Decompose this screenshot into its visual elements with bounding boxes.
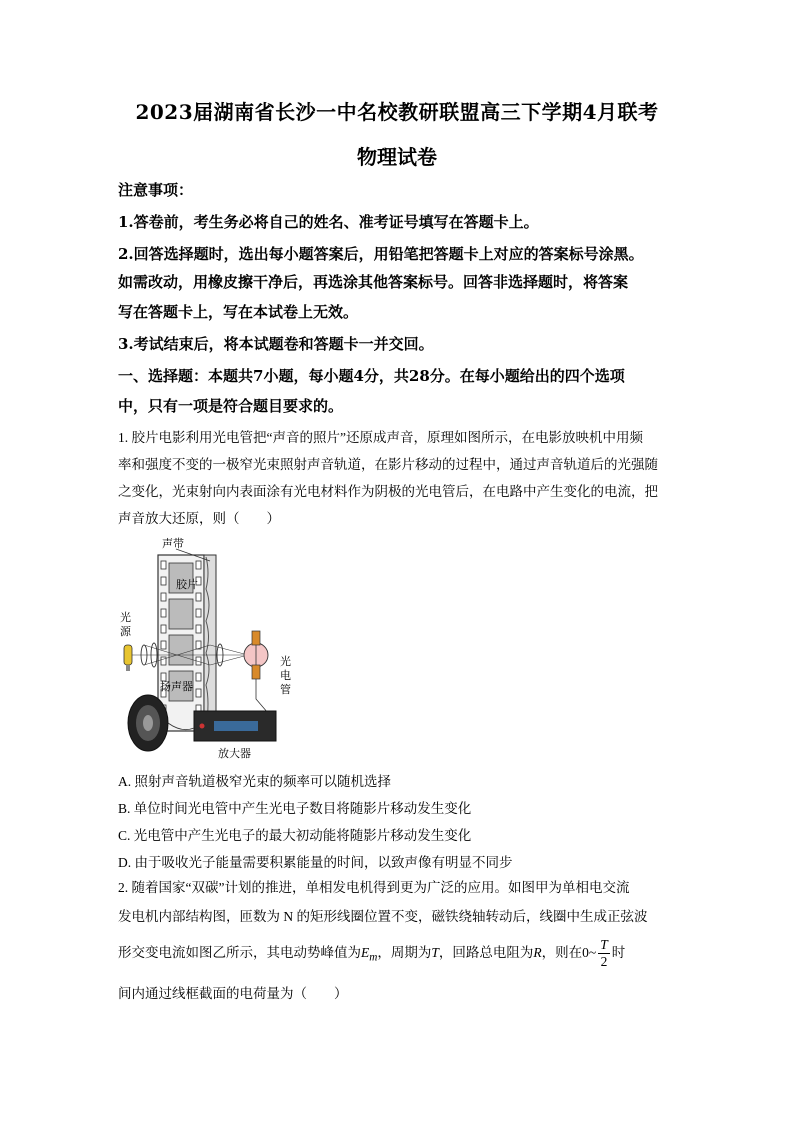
q1-text-line: 率和强度不变的一极窄光束照射声音轨道，在影片移动的过程中，通过声音轨道后的光强随 bbox=[118, 457, 658, 472]
q1-text-line: 之变化，光束射向内表面涂有光电材料作为阴极的光电管后，在电路中产生变化的电流，把 bbox=[118, 484, 658, 499]
notice-item: 1.答卷前，考生务必将自己的姓名、准考证号填写在答题卡上。 bbox=[118, 213, 539, 231]
q2-text-line-formula bbox=[118, 934, 678, 977]
q2-text-seg: 时 bbox=[611, 945, 626, 960]
film-sound-figure bbox=[118, 533, 308, 763]
q1-option-a[interactable]: A. 照射声音轨道极窄光束的频率可以随机选择 bbox=[118, 774, 391, 789]
q1-option-c[interactable]: C. 光电管中产生光电子的最大初动能将随影片移动发生变化 bbox=[118, 828, 472, 843]
notice-heading: 注意事项： bbox=[118, 181, 194, 199]
interval-start: 0 bbox=[582, 945, 589, 960]
emf-subscript: m bbox=[369, 951, 378, 964]
half-period-fraction bbox=[598, 937, 610, 970]
notice-item: 写在答题卡上，写在本试卷上无效。 bbox=[118, 303, 359, 321]
fraction-numerator: T bbox=[600, 937, 608, 953]
q1-option-d[interactable]: D. 由于吸收光子能量需要积累能量的时间，以致声像有明显不同步 bbox=[118, 855, 513, 870]
label-phototube-2: 电 bbox=[280, 669, 291, 682]
notice-item: 如需改动，用橡皮擦干净后，再选涂其他答案标号。回答非选择题时，将答案 bbox=[118, 273, 629, 291]
phototube-icon bbox=[244, 631, 268, 679]
q2-text-line: 发电机内部结构图，匝数为 N 的矩形线圈位置不变，磁铁绕轴转动后，线圈中生成正弦波 bbox=[118, 909, 648, 924]
q1-text-line: 1. 胶片电影利用光电管把“声音的照片”还原成声音，原理如图所示，在电影放映机中用频 bbox=[118, 430, 643, 445]
label-light-source-2: 源 bbox=[120, 625, 131, 638]
fraction-denominator: 2 bbox=[600, 954, 608, 970]
section-heading-cont: 中，只有一项是符合题目要求的。 bbox=[118, 397, 344, 415]
label-phototube-1: 光 bbox=[280, 655, 291, 668]
label-film: 胶片 bbox=[176, 578, 198, 591]
resistance-symbol: R bbox=[533, 945, 542, 960]
label-phototube-3: 管 bbox=[280, 683, 291, 696]
section-heading: 一、选择题：本题共7小题，每小题4分，共28分。在每小题给出的四个选项 bbox=[118, 367, 625, 385]
amplifier-icon bbox=[194, 711, 276, 741]
light-source-icon bbox=[124, 645, 132, 671]
emf-symbol bbox=[361, 945, 378, 964]
emf-symbol-e: E bbox=[361, 945, 370, 960]
q1-text-line: 声音放大还原，则（ ） bbox=[118, 511, 280, 526]
label-light-source-1: 光 bbox=[120, 611, 131, 624]
q2-text-seg: ，则在 bbox=[541, 945, 583, 960]
exam-subtitle: 物理试卷 bbox=[357, 145, 437, 169]
exam-title: 2023届湖南省长沙一中名校教研联盟高三下学期4月联考 bbox=[135, 100, 659, 124]
interval-tilde: ~ bbox=[588, 945, 597, 960]
period-symbol: T bbox=[431, 945, 439, 960]
q2-text-line: 间内通过线框截面的电荷量为（ ） bbox=[118, 986, 348, 1001]
label-amplifier: 放大器 bbox=[218, 747, 251, 760]
notice-item: 3.考试结束后，将本试题卷和答题卡一并交回。 bbox=[118, 335, 434, 353]
notice-item: 2.回答选择题时，选出每小题答案后，用铅笔把答题卡上对应的答案标号涂黑。 bbox=[118, 245, 644, 263]
q2-text-seg: ，周期为 bbox=[377, 945, 432, 960]
q2-text-line: 2. 随着国家“双碳”计划的推进，单相发电机得到更为广泛的应用。如图甲为单相电交流 bbox=[118, 880, 630, 895]
speaker-icon bbox=[128, 695, 168, 751]
q2-text-seg: ，回路总电阻为 bbox=[438, 945, 534, 960]
label-sound-track: 声带 bbox=[162, 537, 184, 550]
q2-text-seg: 形交变电流如图乙所示，其电动势峰值为 bbox=[118, 945, 361, 960]
q1-option-b[interactable]: B. 单位时间光电管中产生光电子数目将随影片移动发生变化 bbox=[118, 801, 472, 816]
label-speaker: 扬声器 bbox=[160, 680, 193, 693]
